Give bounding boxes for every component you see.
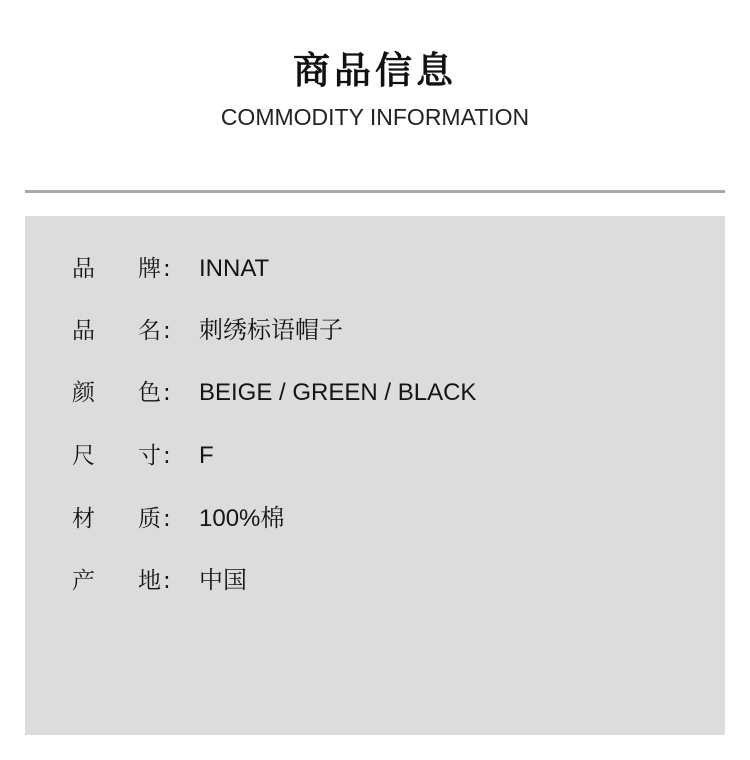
info-value-name: 刺绣标语帽子: [199, 317, 343, 344]
commodity-info-panel: [25, 216, 725, 735]
info-value-material: 100%棉: [199, 505, 285, 532]
info-label-char: 颜: [72, 380, 95, 406]
info-label-colon: :: [163, 380, 171, 406]
info-label-colon: :: [163, 506, 171, 532]
info-value-color: BEIGE / GREEN / BLACK: [199, 379, 477, 406]
info-label-char: 质: [138, 506, 161, 532]
info-label-colon: :: [163, 256, 171, 282]
info-label-colon: :: [163, 318, 171, 344]
info-label-char: 地: [138, 568, 161, 594]
info-value-brand: INNAT: [199, 255, 270, 282]
info-label-char: 产: [72, 568, 95, 594]
page-subtitle: COMMODITY INFORMATION: [220, 104, 530, 130]
info-label-char: 材: [72, 506, 95, 532]
info-label-char: 品: [72, 318, 95, 344]
info-label-char: 尺: [72, 443, 95, 469]
info-label-colon: :: [163, 568, 171, 594]
page-title: 商品信息: [293, 49, 457, 92]
info-label-char: 色: [138, 380, 161, 406]
info-label-char: 名: [138, 318, 161, 344]
info-value-origin: 中国: [199, 567, 247, 594]
info-label-char: 牌: [138, 256, 161, 282]
divider: [25, 190, 725, 193]
info-label-char: 寸: [138, 443, 161, 469]
info-label-char: 品: [72, 256, 95, 282]
info-label-colon: :: [163, 443, 171, 469]
info-value-size: F: [199, 442, 214, 469]
